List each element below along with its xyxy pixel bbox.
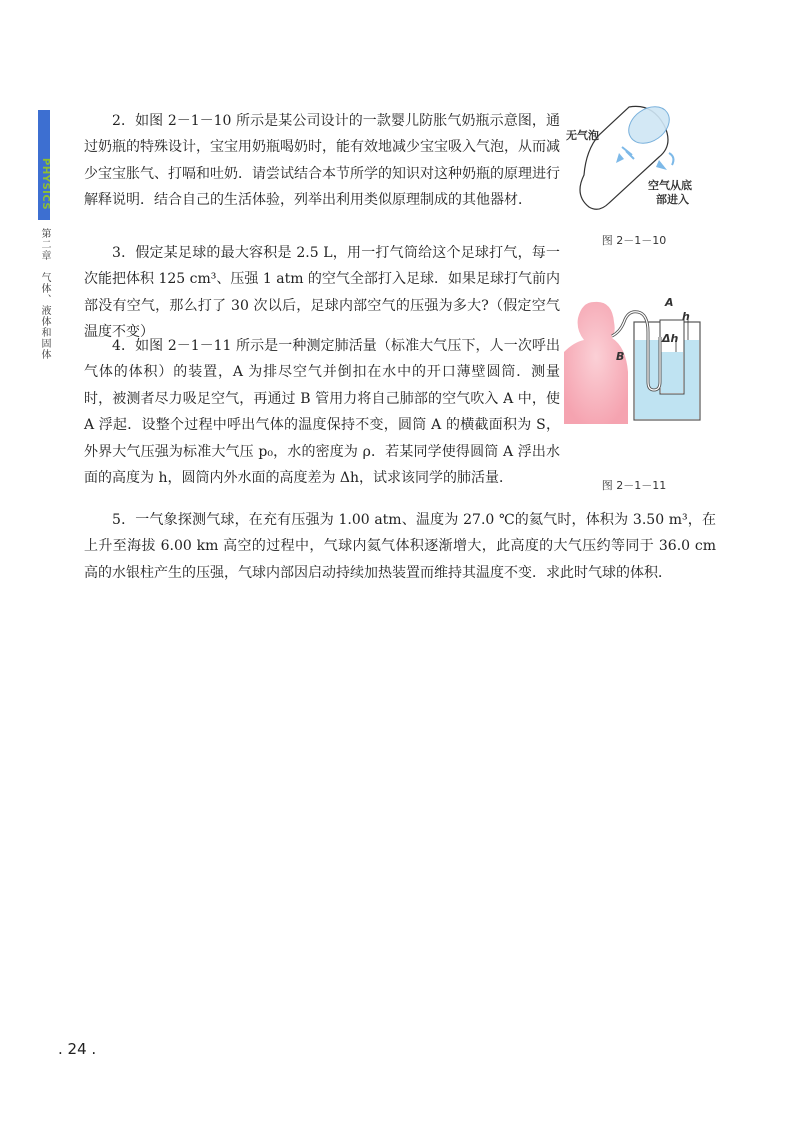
- label-no-bubble: 无气泡: [566, 129, 599, 142]
- problem-3-text: 3．假定某足球的最大容积是 2.5 L，用一打气筒给这个足球打气，每一次能把体积 125 cm³、压强 1 atm 的空气全部打入足球．如果足球打气前内部没有空气，那么打了 30 次以后，足球内部空气的压强为多大?（假定空气温度不变）: [84, 245, 560, 341]
- label-delta-h: Δh: [662, 332, 679, 345]
- problem-4-text: 4．如图 2－1－11 所示是一种测定肺活量（标准大气压下，人一次呼出气体的体积）的装置，A 为排尽空气并倒扣在水中的开口薄壁圆筒．测量时，被测者尽力吸足空气，再通过 B 管用力将自己肺部的空气吹入 A 中，使 A 浮起．设整个过程中呼出气体的温度保持不变，圆筒 A 的横截面积为 S，外界大气压强为标准大气压 p₀，水的密度为 ρ．若某同学使得圆筒 A 浮出水面的高度为 h，圆筒内外水面的高度差为 Δh，试求该同学的肺活量．: [84, 338, 560, 487]
- problem-4: [84, 333, 560, 491]
- label-tube-b: B: [616, 350, 625, 363]
- page-number: . 24 .: [58, 1040, 97, 1058]
- figure-baby-bottle: [564, 95, 704, 220]
- side-chapter-title: 第二章 气体、液体和固体: [39, 228, 50, 360]
- problem-2: [84, 108, 560, 214]
- problem-3: [84, 240, 560, 346]
- figure-2-1-10-caption: 图 2－1－10: [601, 234, 667, 247]
- figure-2-1-11-caption: 图 2－1－11: [601, 479, 667, 492]
- side-subject-label: PHYSICS: [40, 158, 51, 211]
- label-cylinder-a: A: [665, 296, 674, 309]
- figure-lung-apparatus: [564, 292, 704, 424]
- label-air-entry-line2: 部进入: [656, 193, 689, 206]
- problem-2-text: 2．如图 2－1－10 所示是某公司设计的一款婴儿防胀气奶瓶示意图，通过奶瓶的特殊设计，宝宝用奶瓶喝奶时，能有效地减少宝宝吸入气泡，从而减少宝宝胀气、打嗝和吐奶．请尝试结合本节所学的知识对这种奶瓶的原理进行解释说明．结合自己的生活体验，列举出利用类似原理制成的其他器材．: [84, 113, 560, 209]
- problem-5: [84, 507, 716, 586]
- label-air-entry-line1: 空气从底: [648, 179, 692, 192]
- label-height-h: h: [682, 310, 690, 323]
- problem-5-text: 5．一气象探测气球，在充有压强为 1.00 atm、温度为 27.0 ℃的氦气时，体积为 3.50 m³，在上升至海拔 6.00 km 高空的过程中，气球内氦气体积逐渐增大，此高度的大气压约等同于 36.0 cm 高的水银柱产生的压强，气球内部因启动持续加热装置而维持其温度不变．求此时气球的体积．: [84, 512, 716, 581]
